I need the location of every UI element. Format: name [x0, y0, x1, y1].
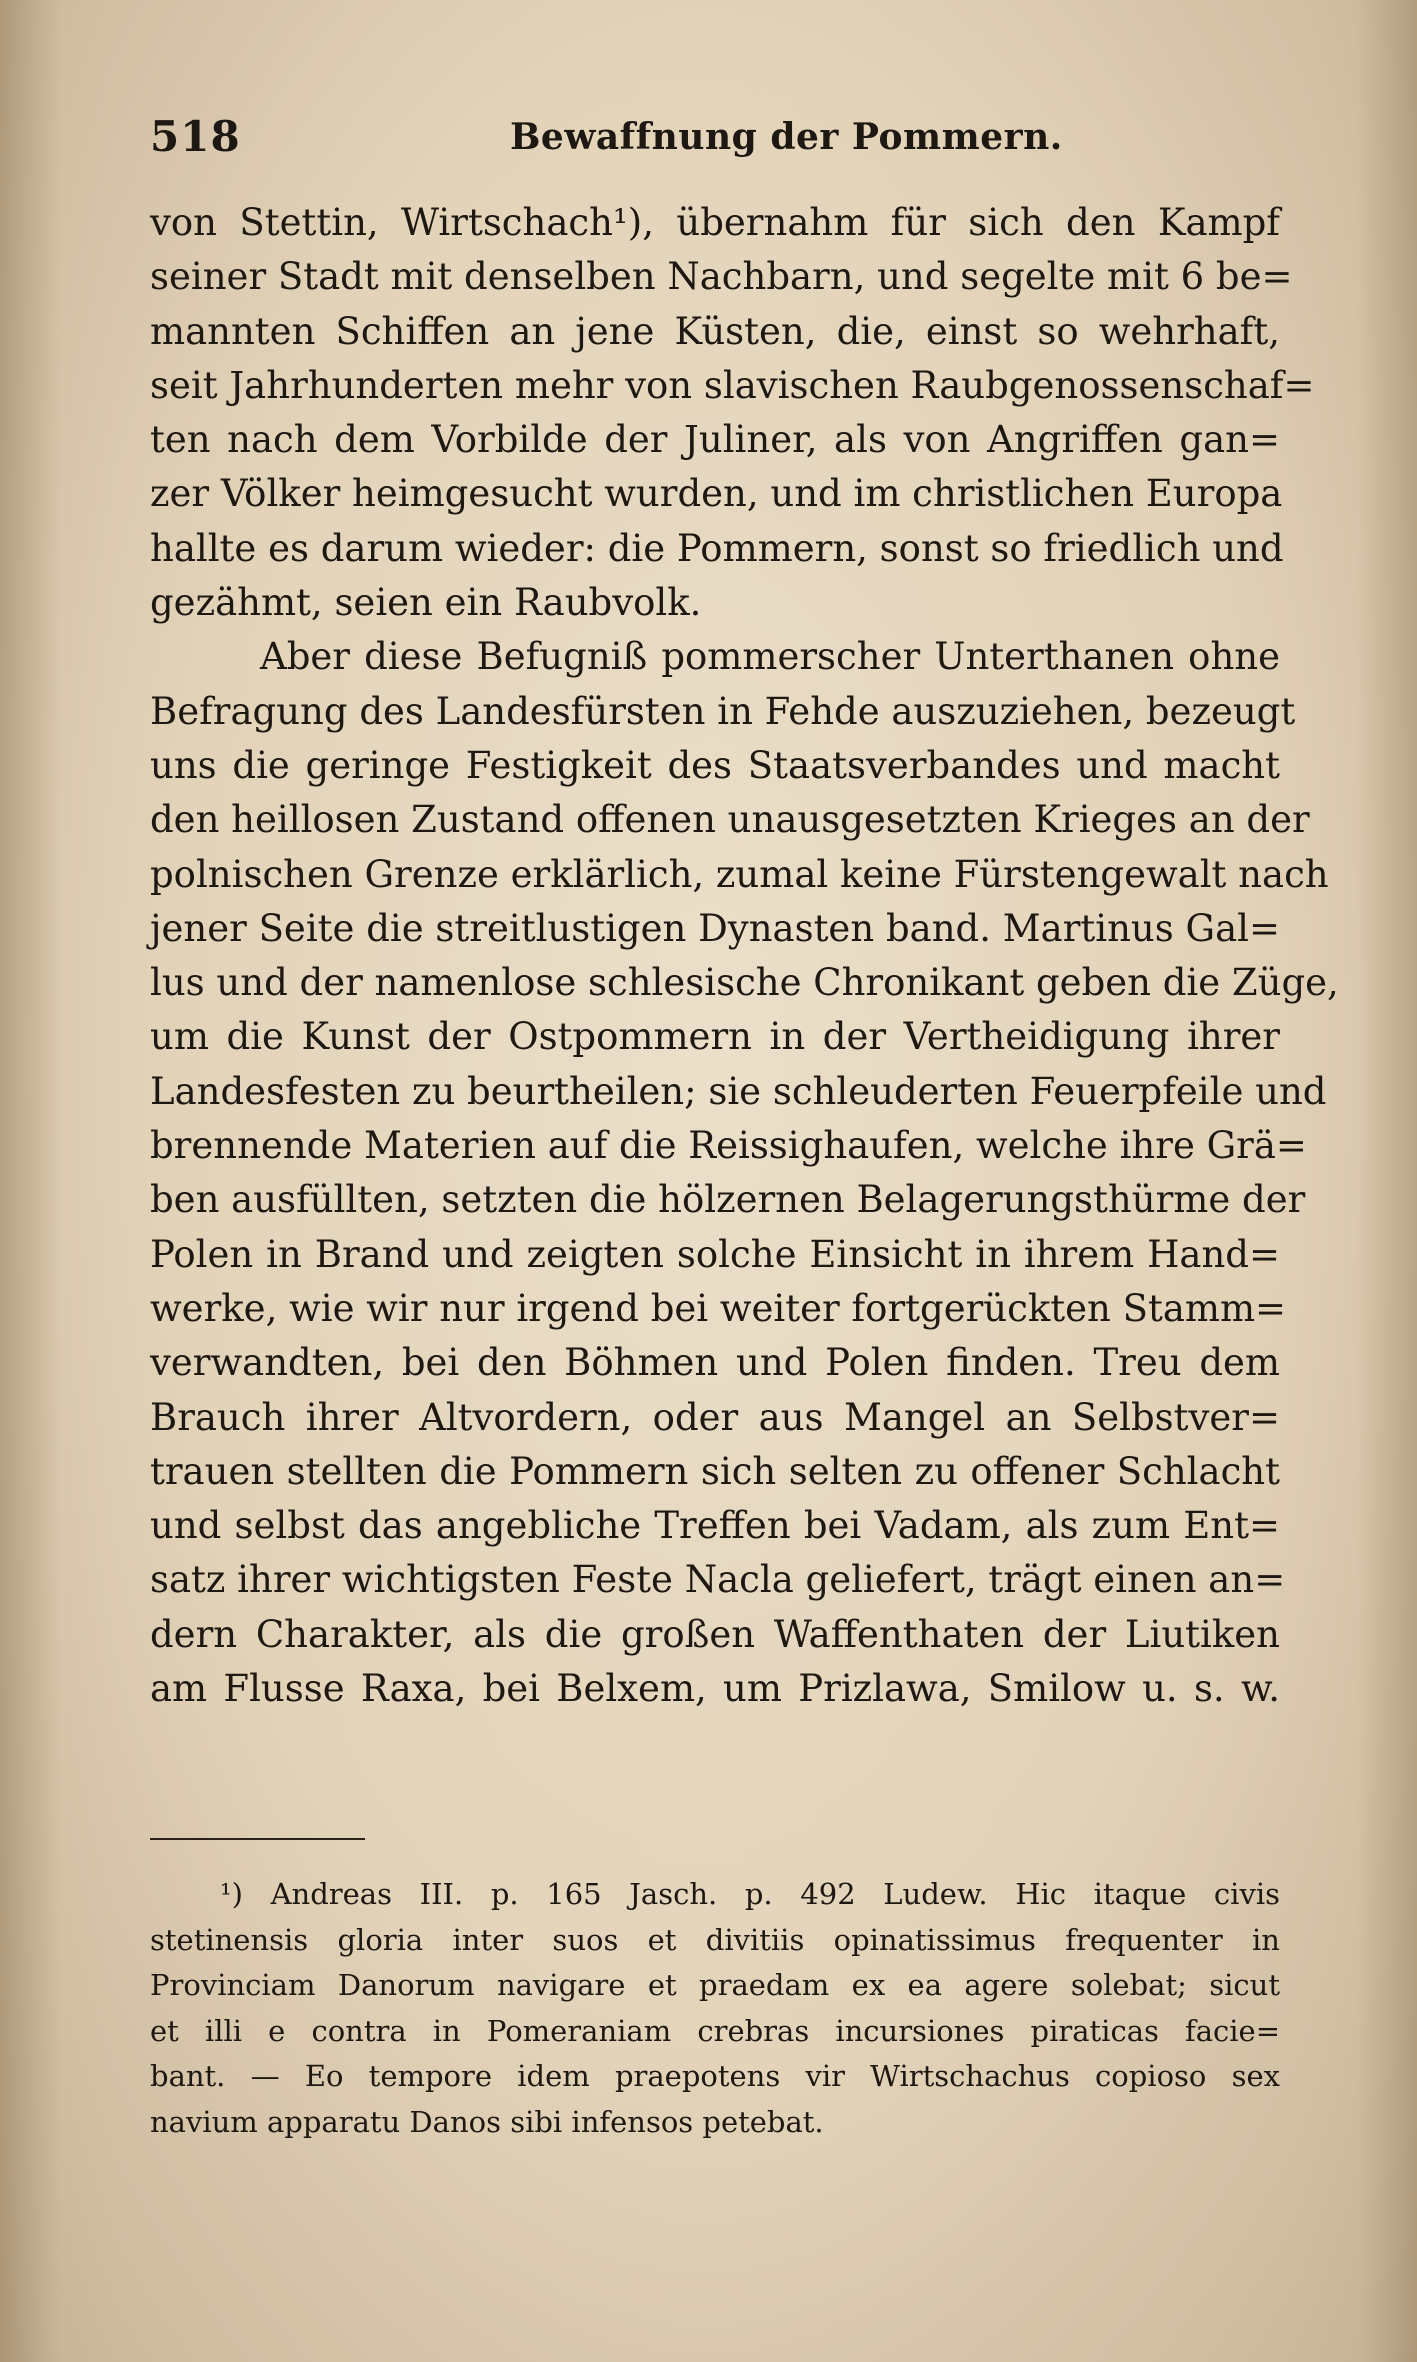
- text-line: verwandten, bei den Böhmen und Polen finden. Treu dem: [150, 1341, 1280, 1385]
- text-line: seiner Stadt mit denselben Nachbarn, und segelte mit 6 be=: [150, 255, 1293, 299]
- text-line: und selbst das angebliche Treffen bei Vadam, als zum Ent=: [150, 1504, 1280, 1548]
- page-header: [150, 112, 1280, 168]
- main-text: [150, 196, 1339, 1716]
- text-line-paragraph-start: Aber diese Befugniß pommerscher Unterthanen ohne: [260, 635, 1280, 679]
- footnote-line: ¹) Andreas III. p. 165 Jasch. p. 492 Ludew. Hic itaque civis: [220, 1877, 1280, 1911]
- text-line: Befragung des Landesfürsten in Fehde auszuziehen, bezeugt: [150, 689, 1296, 733]
- text-line: Brauch ihrer Altvordern, oder aus Mangel an Selbstver=: [150, 1395, 1280, 1439]
- running-head: Bewaffnung der Pommern.: [510, 116, 1063, 158]
- text-line: werke, wie wir nur irgend bei weiter fortgerückten Stamm=: [150, 1286, 1287, 1330]
- text-line: am Flusse Raxa, bei Belxem, um Prizlawa, Smilow u. s. w.: [150, 1667, 1280, 1711]
- text-line: ten nach dem Vorbilde der Juliner, als von Angriffen gan=: [150, 418, 1280, 462]
- text-line: uns die geringe Festigkeit des Staatsverbandes und macht: [150, 743, 1280, 787]
- text-line: brennende Materien auf die Reissighaufen, welche ihre Grä=: [150, 1124, 1307, 1168]
- text-line: jener Seite die streitlustigen Dynasten band. Martinus Gal=: [150, 906, 1280, 950]
- text-line: um die Kunst der Ostpommern in der Vertheidigung ihrer: [150, 1015, 1280, 1059]
- footnote-line: navium apparatu Danos sibi infensos petebat.: [150, 2104, 824, 2139]
- text-line: lus und der namenlose schlesische Chronikant geben die Züge,: [150, 961, 1339, 1005]
- footnote-divider: [150, 1838, 365, 1840]
- page-number: 518: [150, 112, 241, 161]
- text-line: satz ihrer wichtigsten Feste Nacla geliefert, trägt einen an=: [150, 1558, 1286, 1602]
- footnote-line: et illi e contra in Pomeraniam crebras incursiones piraticas facie=: [150, 2013, 1280, 2048]
- text-line: trauen stellten die Pommern sich selten zu offener Schlacht: [150, 1449, 1280, 1493]
- footnote-line: bant. — Eo tempore idem praepotens vir Wirtschachus copioso sex: [150, 2059, 1280, 2093]
- footnotes: [150, 1872, 1280, 2145]
- text-line-paragraph-end: gezähmt, seien ein Raubvolk.: [150, 581, 702, 625]
- page-edge-shadow-left: [0, 0, 60, 2362]
- text-line: zer Völker heimgesucht wurden, und im christlichen Europa: [150, 472, 1283, 516]
- text-line: Polen in Brand und zeigten solche Einsicht in ihrem Hand=: [150, 1232, 1280, 1276]
- text-line: dern Charakter, als die großen Waffenthaten der Liutiken: [150, 1612, 1280, 1656]
- footnote-line: stetinensis gloria inter suos et divitiis opinatissimus frequenter in: [150, 1922, 1280, 1957]
- page-edge-shadow-right: [1357, 0, 1417, 2362]
- text-line: von Stettin, Wirtschach¹), übernahm für sich den Kampf: [150, 201, 1280, 244]
- text-line: polnischen Grenze erklärlich, zumal keine Fürstengewalt nach: [150, 852, 1329, 896]
- text-line: ben ausfüllten, setzten die hölzernen Belagerungsthürme der: [150, 1178, 1306, 1222]
- text-line: seit Jahrhunderten mehr von slavischen Raubgenossenschaf=: [150, 363, 1315, 407]
- text-line: mannten Schiffen an jene Küsten, die, einst so wehrhaft,: [150, 309, 1280, 353]
- text-line: Landesfesten zu beurtheilen; sie schleuderten Feuerpfeile und: [150, 1069, 1327, 1113]
- text-line: den heillosen Zustand offenen unausgesetzten Krieges an der: [150, 798, 1310, 842]
- footnote-line: Provinciam Danorum navigare et praedam ex ea agere solebat; sicut: [150, 1968, 1280, 2002]
- text-line: hallte es darum wieder: die Pommern, sonst so friedlich und: [150, 526, 1284, 570]
